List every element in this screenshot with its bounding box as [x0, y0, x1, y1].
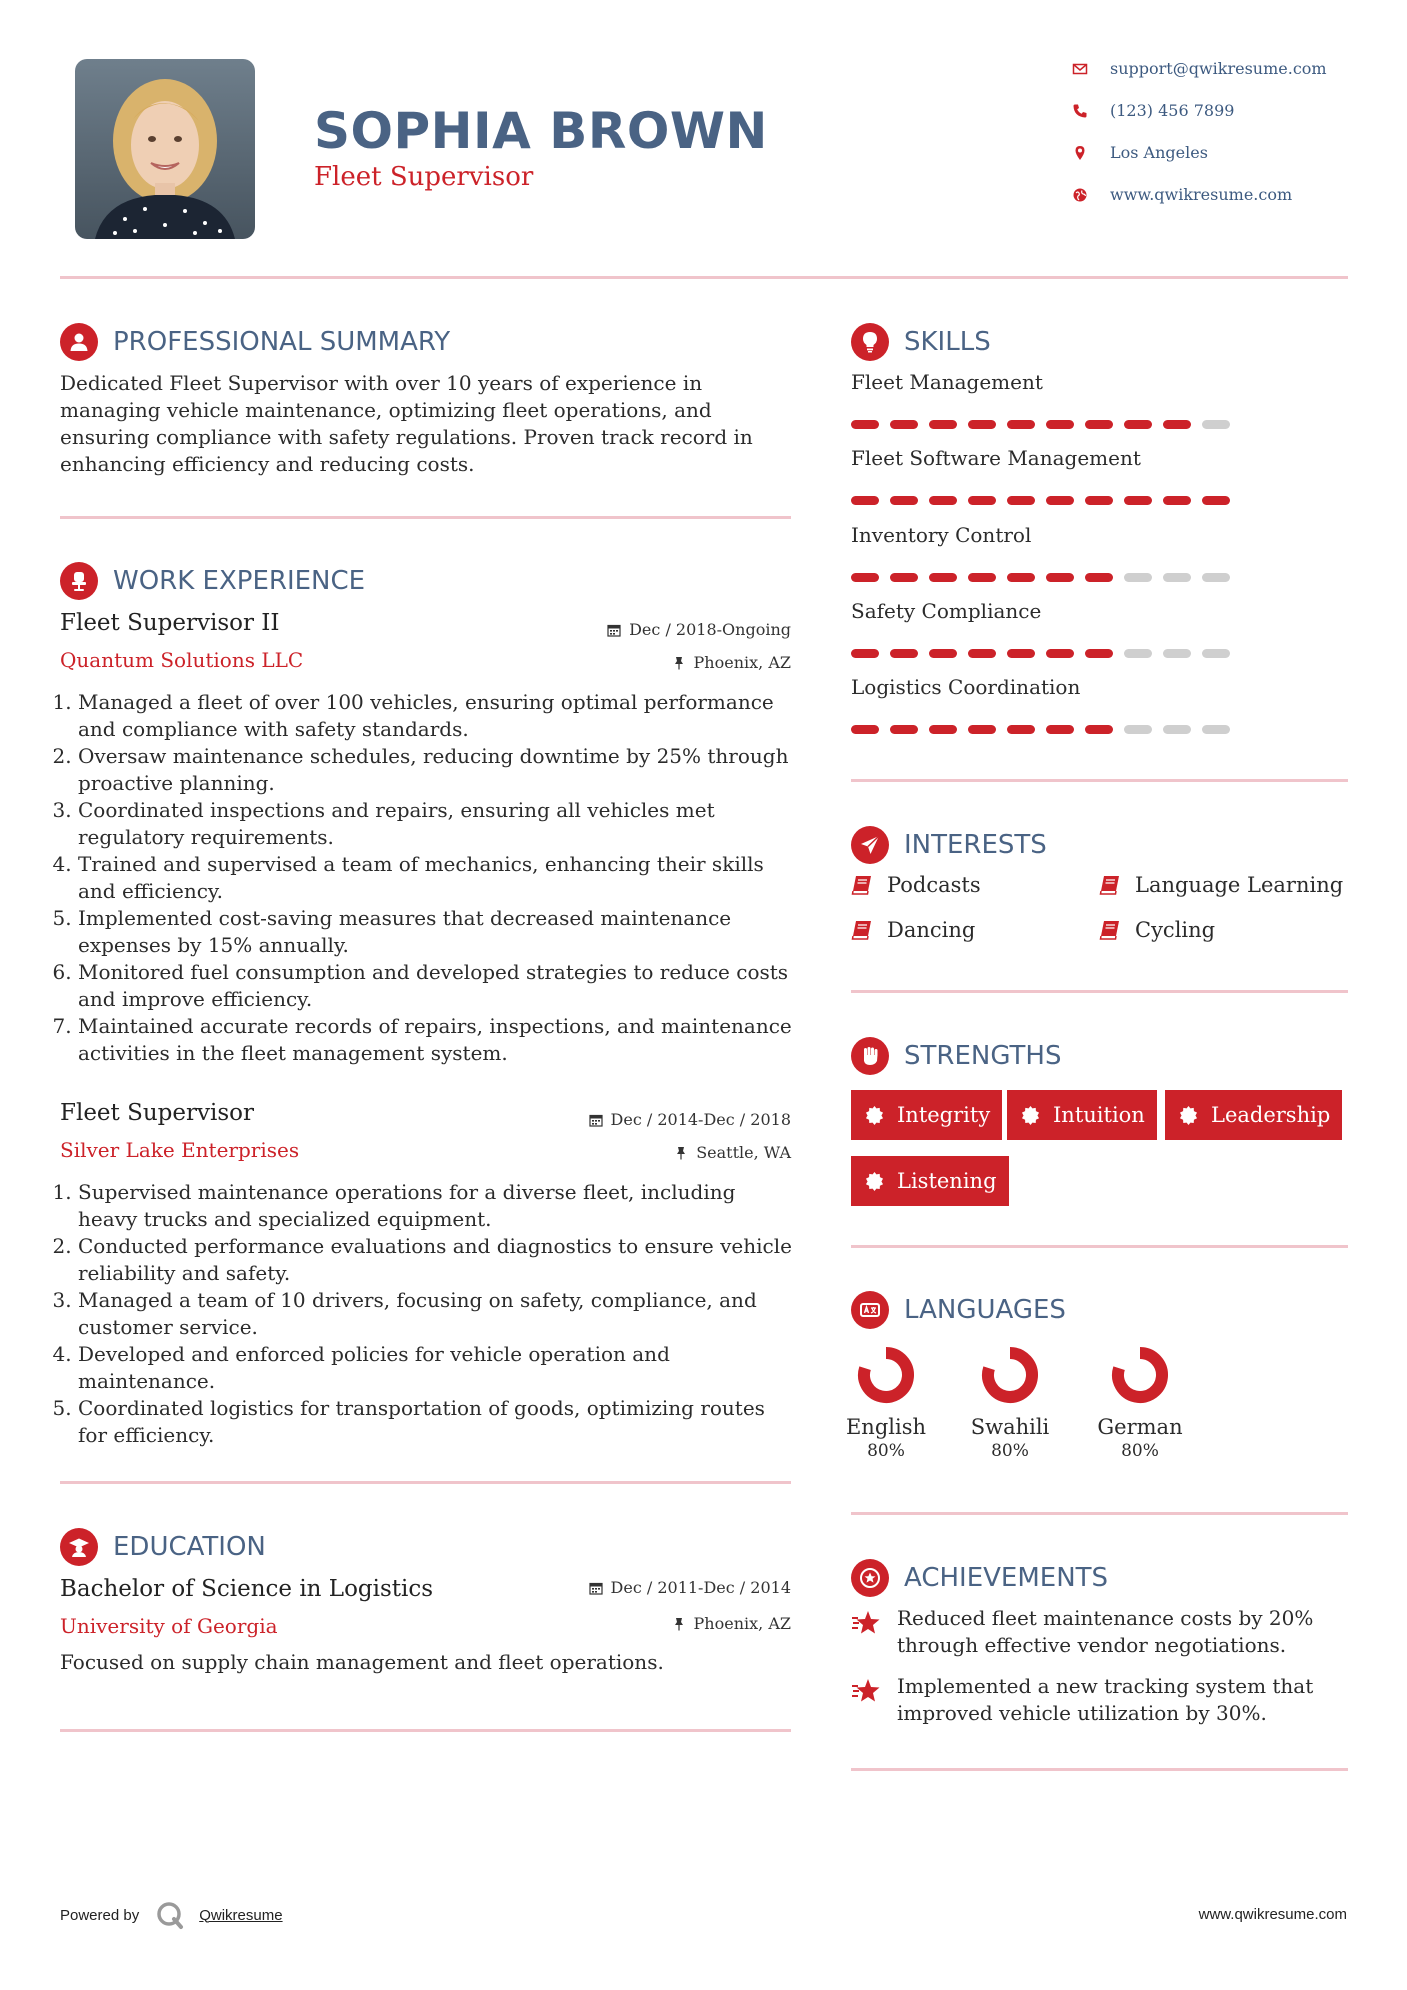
strengths-divider [851, 1245, 1348, 1248]
achievement-text: Implemented a new tracking system that improved vehicle utilization by 30%. [897, 1674, 1314, 1725]
skill-segment [1202, 496, 1230, 505]
language-percent: 80% [991, 1441, 1029, 1461]
skill-segment [1202, 420, 1230, 429]
footer-powered-by [60, 1900, 283, 1930]
badge-icon [1021, 1105, 1041, 1125]
skill-5-name: Logistics Coordination [851, 675, 1081, 699]
skill-segment [929, 496, 957, 505]
language-item [1090, 1345, 1190, 1461]
language-percent: 80% [867, 1441, 905, 1461]
badge-icon [1179, 1105, 1199, 1125]
strengths-heading [851, 1037, 1062, 1075]
language-ring [1110, 1345, 1170, 1405]
skill-segment [968, 649, 996, 658]
education-date [589, 1578, 791, 1597]
list-item: 5. Implemented cost-saving measures that decreased maintenance expenses by 15% annually. [78, 905, 800, 959]
education-divider [60, 1729, 791, 1732]
education-location [672, 1614, 791, 1633]
interest-item [1099, 873, 1343, 897]
job-2-location-text: Seattle, WA [696, 1143, 791, 1162]
skill-segment [968, 725, 996, 734]
language-arc [988, 1353, 1032, 1397]
skill-segment [1124, 725, 1152, 734]
skill-segment [851, 649, 879, 658]
languages-heading [851, 1291, 1066, 1329]
skill-segment [1202, 649, 1230, 658]
education-title: EDUCATION [113, 1532, 266, 1562]
powered-by-text: Powered by [60, 1906, 140, 1924]
education-date-text: Dec / 2011-Dec / 2014 [610, 1578, 791, 1597]
list-item: 4. Trained and supervised a team of mechanics, enhancing their skills and efficiency. [78, 851, 800, 905]
list-item: 2. Conducted performance evaluations and diagnostics to ensure vehicle reliability and safety. [78, 1233, 800, 1287]
education-location-text: Phoenix, AZ [693, 1614, 791, 1633]
skill-4-bar [851, 649, 1241, 658]
skill-segment [1124, 420, 1152, 429]
job-1-task-list [60, 689, 800, 1067]
qwikresume-link[interactable]: Qwikresume [199, 1906, 283, 1924]
lightbulb-icon [851, 323, 889, 361]
work-title: WORK EXPERIENCE [113, 566, 366, 596]
language-ring [980, 1345, 1040, 1405]
interest-item [851, 918, 975, 942]
skill-segment [1007, 420, 1035, 429]
interests-heading [851, 826, 1047, 864]
skill-segment [968, 496, 996, 505]
strength-tag [1007, 1090, 1157, 1140]
job-2-location [674, 1143, 791, 1162]
envelope-icon [1072, 61, 1088, 77]
language-name: English [845, 1415, 927, 1439]
candidate-role: Fleet Supervisor [314, 162, 534, 192]
job-2-date-text: Dec / 2014-Dec / 2018 [610, 1110, 791, 1129]
job-1-date-text: Dec / 2018-Ongoing [629, 620, 791, 639]
language-name: German [1097, 1415, 1183, 1439]
qwikresume-logo-icon [155, 1900, 185, 1930]
education-school: University of Georgia [60, 1614, 278, 1638]
contact-location-text: Los Angeles [1110, 143, 1208, 162]
fist-icon [851, 1037, 889, 1075]
contact-phone[interactable] [1072, 101, 1234, 120]
candidate-name: SOPHIA BROWN [314, 102, 768, 160]
globe-icon [1072, 187, 1088, 203]
skill-segment [929, 649, 957, 658]
languages-divider [851, 1512, 1348, 1515]
contact-email-text: support@qwikresume.com [1110, 59, 1327, 78]
map-pin-icon [1072, 145, 1088, 161]
skill-segment [1163, 649, 1191, 658]
interest-item [1099, 918, 1215, 942]
list-item: 6. Monitored fuel consumption and developed strategies to reduce costs and improve efficiency. [78, 959, 800, 1013]
interest-label: Dancing [887, 918, 976, 942]
list-item: 4. Developed and enforced policies for vehicle operation and maintenance. [78, 1341, 800, 1395]
skill-segment [851, 573, 879, 582]
achievement-item [851, 1605, 1331, 1659]
paper-plane-icon [851, 826, 889, 864]
skill-segment [1085, 649, 1113, 658]
strength-label: Integrity [897, 1103, 991, 1127]
education-degree: Bachelor of Science in Logistics [60, 1576, 434, 1602]
language-name: Swahili [970, 1415, 1050, 1439]
contact-email[interactable] [1072, 59, 1327, 78]
skill-segment [1007, 573, 1035, 582]
skill-segment [1046, 496, 1074, 505]
contact-phone-text: (123) 456 7899 [1110, 101, 1235, 120]
skill-segment [968, 573, 996, 582]
skill-segment [1085, 725, 1113, 734]
contact-website[interactable] [1072, 185, 1292, 204]
skill-segment [1085, 420, 1113, 429]
skill-segment [1124, 649, 1152, 658]
job-1-date [607, 620, 791, 639]
skill-segment [1163, 573, 1191, 582]
achievement-item [851, 1673, 1331, 1727]
language-arc [1118, 1353, 1162, 1397]
language-item [836, 1345, 936, 1461]
language-ring [856, 1345, 916, 1405]
strengths-title: STRENGTHS [904, 1041, 1062, 1071]
book-icon [1099, 920, 1121, 940]
contact-website-text: www.qwikresume.com [1110, 185, 1293, 204]
header-divider [60, 276, 1348, 279]
skill-segment [1085, 573, 1113, 582]
skill-segment [1163, 496, 1191, 505]
calendar-icon [589, 1113, 603, 1127]
strength-tag [1165, 1090, 1342, 1140]
book-icon [1099, 875, 1121, 895]
job-1-location [672, 653, 791, 672]
skill-segment [890, 725, 918, 734]
skill-segment [1046, 573, 1074, 582]
skill-segment [851, 725, 879, 734]
job-2-date [589, 1110, 791, 1129]
skills-heading [851, 323, 991, 361]
star-badge-icon [851, 1559, 889, 1597]
skill-segment [1124, 573, 1152, 582]
job-2-title: Fleet Supervisor [60, 1100, 254, 1126]
interest-label: Podcasts [887, 873, 981, 897]
star-icon [851, 1609, 881, 1637]
language-item [960, 1345, 1060, 1461]
strength-label: Intuition [1053, 1103, 1145, 1127]
user-icon [60, 323, 98, 361]
contact-location [1072, 143, 1208, 162]
skill-segment [929, 725, 957, 734]
skill-segment [1163, 420, 1191, 429]
strength-tag [851, 1090, 1002, 1140]
summary-heading [60, 323, 450, 361]
skills-title: SKILLS [904, 327, 991, 357]
chair-icon [60, 562, 98, 600]
interests-divider [851, 990, 1348, 993]
calendar-icon [589, 1581, 603, 1595]
achievements-heading [851, 1559, 1108, 1597]
list-item: 3. Coordinated inspections and repairs, ensuring all vehicles met regulatory requirements. [78, 797, 800, 851]
skill-3-name: Inventory Control [851, 523, 1032, 547]
strength-tag [851, 1156, 1009, 1206]
interests-title: INTERESTS [904, 830, 1047, 860]
skill-5-bar [851, 725, 1241, 734]
achievements-divider [851, 1768, 1348, 1771]
language-arc [864, 1353, 908, 1397]
skill-3-bar [851, 573, 1241, 582]
skill-segment [1007, 649, 1035, 658]
interest-label: Cycling [1135, 918, 1216, 942]
achievement-text: Reduced fleet maintenance costs by 20% through effective vendor negotiations. [897, 1606, 1314, 1657]
work-divider [60, 1481, 791, 1484]
pushpin-icon [674, 1146, 688, 1160]
skill-1-name: Fleet Management [851, 370, 1043, 394]
language-percent: 80% [1121, 1441, 1159, 1461]
education-heading [60, 1528, 266, 1566]
skill-segment [1202, 573, 1230, 582]
job-1-location-text: Phoenix, AZ [693, 653, 791, 672]
skill-4-name: Safety Compliance [851, 599, 1042, 623]
skills-divider [851, 779, 1348, 782]
book-icon [851, 920, 873, 940]
skill-segment [890, 420, 918, 429]
achievements-title: ACHIEVEMENTS [904, 1563, 1109, 1593]
interest-label: Language Learning [1135, 873, 1344, 897]
strength-label: Listening [897, 1169, 997, 1193]
skill-segment [1085, 496, 1113, 505]
strength-label: Leadership [1211, 1103, 1331, 1127]
skill-segment [890, 573, 918, 582]
badge-icon [865, 1105, 885, 1125]
skill-segment [1124, 496, 1152, 505]
skill-segment [851, 420, 879, 429]
skill-segment [968, 420, 996, 429]
skill-segment [1163, 725, 1191, 734]
skill-segment [851, 496, 879, 505]
pushpin-icon [672, 1617, 686, 1631]
list-item: 2. Oversaw maintenance schedules, reducing downtime by 25% through proactive planning. [78, 743, 800, 797]
list-item: 7. Maintained accurate records of repairs, inspections, and maintenance activities in the fleet management system. [78, 1013, 800, 1067]
translate-icon [851, 1291, 889, 1329]
work-heading [60, 562, 365, 600]
skill-2-name: Fleet Software Management [851, 446, 1141, 470]
pushpin-icon [672, 656, 686, 670]
profile-photo [75, 59, 255, 239]
badge-icon [865, 1171, 885, 1191]
skill-segment [1046, 649, 1074, 658]
skill-segment [1007, 725, 1035, 734]
skill-segment [1007, 496, 1035, 505]
interest-item [851, 873, 981, 897]
summary-text: Dedicated Fleet Supervisor with over 10 years of experience in managing vehicle maintenance, optimizing fleet operations, and ensuring compliance with safety regulations. Proven track record in enhancing efficiency and reducing costs. [60, 371, 753, 476]
job-1-company: Quantum Solutions LLC [60, 648, 304, 672]
skill-segment [890, 496, 918, 505]
summary-title: PROFESSIONAL SUMMARY [113, 327, 451, 357]
skill-1-bar [851, 420, 1241, 429]
star-icon [851, 1677, 881, 1705]
list-item: 1. Managed a fleet of over 100 vehicles, ensuring optimal performance and compliance with safety standards. [78, 689, 800, 743]
skill-segment [1046, 420, 1074, 429]
skill-segment [929, 573, 957, 582]
languages-title: LANGUAGES [904, 1295, 1066, 1325]
list-item: 3. Managed a team of 10 drivers, focusing on safety, compliance, and customer service. [78, 1287, 800, 1341]
book-icon [851, 875, 873, 895]
skill-segment [1046, 725, 1074, 734]
list-item: 5. Coordinated logistics for transportation of goods, optimizing routes for efficiency. [78, 1395, 800, 1449]
graduate-icon [60, 1528, 98, 1566]
job-1-title: Fleet Supervisor II [60, 610, 280, 636]
skill-segment [890, 649, 918, 658]
calendar-icon [607, 623, 621, 637]
skill-segment [929, 420, 957, 429]
job-2-company: Silver Lake Enterprises [60, 1138, 300, 1162]
job-2-task-list [60, 1179, 800, 1449]
footer-website[interactable]: www.qwikresume.com [1198, 1906, 1347, 1923]
phone-icon [1072, 103, 1088, 119]
education-description: Focused on supply chain management and fleet operations. [60, 1650, 664, 1674]
skill-2-bar [851, 496, 1241, 505]
list-item: 1. Supervised maintenance operations for a diverse fleet, including heavy trucks and specialized equipment. [78, 1179, 800, 1233]
summary-divider [60, 516, 791, 519]
skill-segment [1202, 725, 1230, 734]
